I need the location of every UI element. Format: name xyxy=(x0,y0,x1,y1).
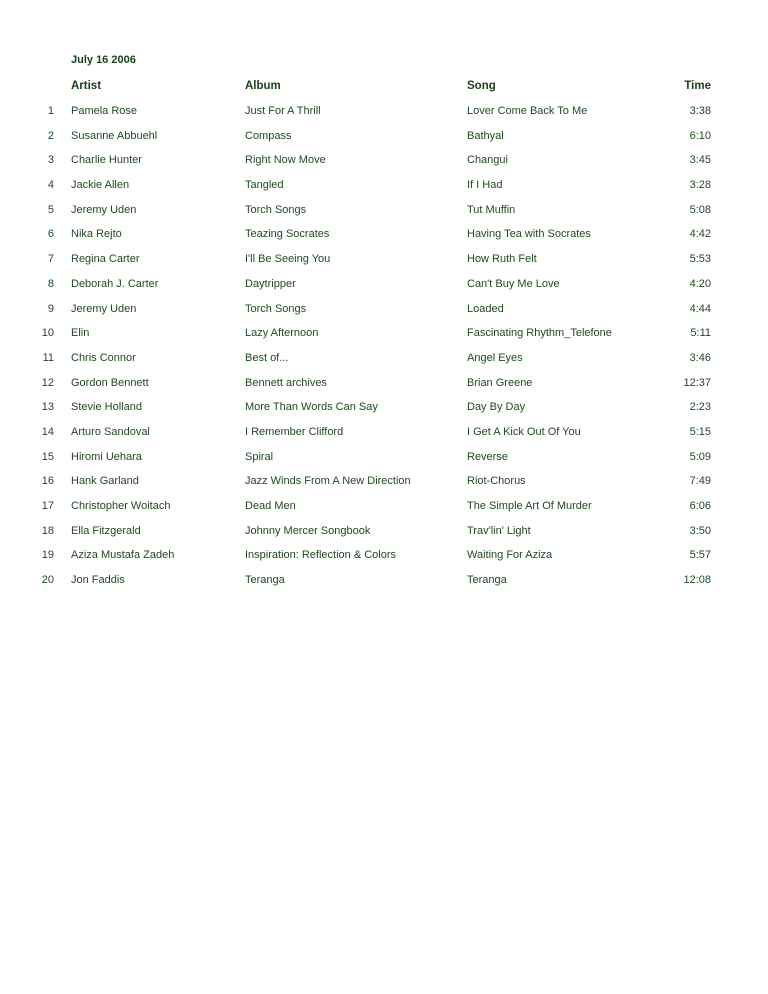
row-artist: Pamela Rose xyxy=(71,105,138,117)
table-row xyxy=(0,202,768,227)
row-album: I'll Be Seeing You xyxy=(245,253,331,266)
header-artist: Artist xyxy=(71,80,102,92)
row-time: 3:38 xyxy=(689,105,711,117)
row-album: Torch Songs xyxy=(245,302,307,315)
row-song: Tut Muffin xyxy=(467,203,516,216)
row-number: 9 xyxy=(47,302,54,315)
table-row xyxy=(0,498,768,523)
row-artist: Hiromi Uehara xyxy=(71,450,142,463)
row-number: 17 xyxy=(41,500,54,512)
row-song: Teranga xyxy=(467,574,507,587)
row-song: Reverse xyxy=(467,450,508,463)
row-time: 3:50 xyxy=(689,524,711,537)
row-album: Lazy Afternoon xyxy=(245,327,319,340)
row-artist: Susanne Abbuehl xyxy=(71,129,158,142)
row-time: 3:46 xyxy=(689,351,711,364)
row-album: Just For A Thrill xyxy=(245,105,321,117)
row-time: 5:09 xyxy=(689,450,711,463)
row-album: Right Now Move xyxy=(245,154,326,167)
row-song: Day By Day xyxy=(467,401,526,414)
row-number: 11 xyxy=(42,351,54,364)
row-song: Bathyal xyxy=(467,129,504,142)
row-song: Lover Come Back To Me xyxy=(467,105,588,117)
row-album: Johnny Mercer Songbook xyxy=(245,524,371,537)
table-body xyxy=(0,103,768,597)
row-number: 20 xyxy=(41,574,54,587)
row-time: 7:49 xyxy=(689,475,711,488)
table-row xyxy=(0,226,768,251)
table-row xyxy=(0,375,768,400)
row-number: 5 xyxy=(47,203,54,216)
table-row xyxy=(0,523,768,548)
table-row xyxy=(0,301,768,326)
row-number: 10 xyxy=(41,327,54,340)
row-time: 6:10 xyxy=(689,129,711,142)
row-time: 3:28 xyxy=(689,179,711,192)
table-row xyxy=(0,350,768,375)
table-row xyxy=(0,473,768,498)
row-artist: Ella Fitzgerald xyxy=(71,524,141,537)
row-time: 12:08 xyxy=(683,574,711,587)
row-album: Spiral xyxy=(245,450,274,463)
row-artist: Nika Rejto xyxy=(71,228,122,241)
header-song: Song xyxy=(467,80,496,92)
row-number: 14 xyxy=(41,425,54,438)
row-number: 13 xyxy=(41,401,54,414)
row-album: Torch Songs xyxy=(245,203,307,216)
row-album: I Remember Clifford xyxy=(245,425,344,438)
row-time: 5:08 xyxy=(689,203,711,216)
row-album: Bennett archives xyxy=(245,376,327,389)
row-artist: Elin xyxy=(71,327,90,340)
row-song: If I Had xyxy=(467,179,503,192)
row-artist: Regina Carter xyxy=(71,253,140,266)
row-time: 5:15 xyxy=(689,425,711,438)
table-row xyxy=(0,128,768,153)
row-album: Teranga xyxy=(245,574,285,587)
row-album: Tangled xyxy=(245,179,284,192)
row-artist: Jackie Allen xyxy=(71,179,130,192)
row-album: Best of... xyxy=(245,351,289,364)
table-header xyxy=(0,78,768,94)
row-song: Riot-Chorus xyxy=(467,475,526,488)
table-row xyxy=(0,251,768,276)
table-row xyxy=(0,449,768,474)
row-time: 12:37 xyxy=(683,376,711,389)
row-number: 2 xyxy=(47,129,54,142)
row-song: I Get A Kick Out Of You xyxy=(467,425,581,438)
row-album: Teazing Socrates xyxy=(245,228,330,241)
row-time: 2:23 xyxy=(689,401,711,414)
row-number: 19 xyxy=(41,549,54,562)
row-time: 5:11 xyxy=(690,327,711,340)
row-time: 6:06 xyxy=(689,500,711,512)
row-artist: Christopher Woitach xyxy=(71,500,171,512)
row-song: Trav'lin' Light xyxy=(467,524,531,537)
header-album: Album xyxy=(245,80,281,92)
row-album: Jazz Winds From A New Direction xyxy=(245,475,411,488)
row-number: 16 xyxy=(41,475,54,488)
row-time: 5:53 xyxy=(689,253,711,266)
row-song: Angel Eyes xyxy=(467,351,523,364)
row-number: 12 xyxy=(41,376,54,389)
row-song: Brian Greene xyxy=(467,376,533,389)
row-number: 8 xyxy=(47,277,54,290)
row-album: Dead Men xyxy=(245,500,296,512)
row-number: 1 xyxy=(47,105,54,117)
row-song: Loaded xyxy=(467,302,504,315)
row-time: 4:42 xyxy=(689,228,711,241)
row-time: 3:45 xyxy=(689,154,711,167)
row-artist: Charlie Hunter xyxy=(71,154,142,167)
row-time: 4:44 xyxy=(689,302,711,315)
row-song: Having Tea with Socrates xyxy=(467,228,591,241)
row-time: 5:57 xyxy=(689,549,711,562)
table-row xyxy=(0,547,768,572)
row-artist: Jon Faddis xyxy=(71,574,125,587)
row-artist: Jeremy Uden xyxy=(71,302,137,315)
row-artist: Hank Garland xyxy=(71,475,139,488)
row-artist: Stevie Holland xyxy=(71,401,142,414)
row-album: More Than Words Can Say xyxy=(245,401,378,414)
table-row xyxy=(0,424,768,449)
header-time: Time xyxy=(684,80,711,92)
playlist-date: July 16 2006 xyxy=(71,54,136,66)
row-time: 4:20 xyxy=(689,277,711,290)
row-number: 18 xyxy=(41,524,54,537)
row-artist: Jeremy Uden xyxy=(71,203,137,216)
row-song: The Simple Art Of Murder xyxy=(467,500,592,512)
row-artist: Arturo Sandoval xyxy=(71,425,150,438)
table-row xyxy=(0,572,768,597)
table-row xyxy=(0,276,768,301)
row-number: 4 xyxy=(47,179,54,192)
row-number: 6 xyxy=(47,228,54,241)
row-song: Changui xyxy=(467,154,508,167)
row-artist: Gordon Bennett xyxy=(71,376,149,389)
table-row xyxy=(0,152,768,177)
row-song: Waiting For Aziza xyxy=(467,549,553,562)
row-album: Inspiration: Reflection & Colors xyxy=(245,549,397,562)
row-album: Compass xyxy=(245,129,292,142)
table-row xyxy=(0,177,768,202)
row-number: 3 xyxy=(47,154,54,167)
table-row xyxy=(0,399,768,424)
row-song: Can't Buy Me Love xyxy=(467,277,560,290)
row-number: 7 xyxy=(47,253,54,266)
table-row xyxy=(0,103,768,128)
row-album: Daytripper xyxy=(245,277,296,290)
row-song: How Ruth Felt xyxy=(467,253,537,266)
row-song: Fascinating Rhythm_Telefone xyxy=(467,327,612,340)
row-artist: Deborah J. Carter xyxy=(71,277,159,290)
row-artist: Chris Connor xyxy=(71,351,136,364)
row-number: 15 xyxy=(41,450,54,463)
row-artist: Aziza Mustafa Zadeh xyxy=(71,549,175,562)
table-row xyxy=(0,325,768,350)
